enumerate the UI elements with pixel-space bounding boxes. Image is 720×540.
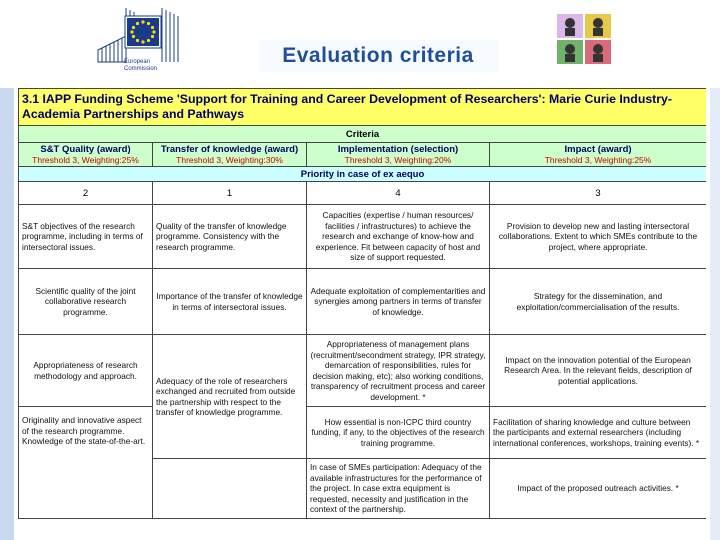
marie-curie-logo-icon bbox=[557, 14, 613, 66]
criterion-impact bbox=[490, 143, 707, 167]
criterion-name: S&T Quality (award) bbox=[40, 144, 131, 155]
priority-row bbox=[19, 182, 707, 205]
criterion-threshold: Threshold 3, Weighting:25% bbox=[544, 155, 652, 165]
priority-cell: 4 bbox=[307, 182, 490, 205]
table-row bbox=[19, 335, 707, 407]
priority-cell: 3 bbox=[490, 182, 707, 205]
table-row bbox=[19, 205, 707, 269]
criterion-threshold: Threshold 3, Weighting:25% bbox=[32, 155, 139, 165]
criterion-name: Transfer of knowledge (award) bbox=[160, 144, 299, 155]
table-cell: Appropriateness of management plans (recruitment/secondment strategy, IPR strategy, demarcation of responsibilities, rules for decision making, etc); also working conditions, transparency of recruitment process and career development. * bbox=[307, 335, 490, 407]
criterion-transfer-knowledge bbox=[153, 143, 307, 167]
table-cell: Importance of the transfer of knowledge in terms of intersectoral issues. bbox=[153, 269, 307, 335]
criterion-threshold: Threshold 3, Weighting:20% bbox=[344, 155, 452, 165]
right-decoration bbox=[710, 88, 720, 540]
criterion-name: Implementation (selection) bbox=[337, 144, 459, 155]
left-decoration bbox=[0, 88, 14, 540]
table-cell: Facilitation of sharing knowledge and culture between the participants and external researchers (including international conferences, workshops, training events). * bbox=[490, 407, 707, 459]
table-cell-merged: Originality and innovative aspect of the research programme. Knowledge of the state-of-the-art. bbox=[19, 407, 153, 519]
criteria-row bbox=[19, 143, 707, 167]
table-cell: Quality of the transfer of knowledge programme. Consistency with the research programme. bbox=[153, 205, 307, 269]
table-cell: How essential is non-ICPC third country funding, if any, to the objectives of the research training programme. bbox=[307, 407, 490, 459]
scheme-title: 3.1 IAPP Funding Scheme 'Support for Training and Career Development of Researchers': Marie Curie Industry-Academia Partnerships and Pathways bbox=[19, 89, 707, 126]
table-cell: S&T objectives of the research programme, including in terms of intersectoral issues. bbox=[19, 205, 153, 269]
table-cell: Appropriateness of research methodology and approach. bbox=[19, 335, 153, 407]
table-cell: Scientific quality of the joint collaborative research programme. bbox=[19, 269, 153, 335]
criterion-implementation bbox=[307, 143, 490, 167]
criterion-name: Impact (award) bbox=[564, 144, 632, 155]
page-title: Evaluation criteria bbox=[258, 40, 498, 72]
table-cell: Capacities (expertise / human resources/ facilities / infrastructures) to achieve the research and exchange of know-how and experience. Fit between capacity of host and size of support requested. bbox=[307, 205, 490, 269]
criterion-threshold: Threshold 3, Weighting:30% bbox=[176, 155, 283, 165]
criteria-table bbox=[18, 88, 706, 519]
table-row bbox=[19, 407, 707, 459]
table-row bbox=[19, 269, 707, 335]
table-cell: Impact of the proposed outreach activities. * bbox=[490, 459, 707, 519]
table-cell: Impact on the innovation potential of the European Research Area. In the relevant fields, description of potential applications. bbox=[490, 335, 707, 407]
priority-cell: 1 bbox=[153, 182, 307, 205]
ec-logo-line-1: European bbox=[124, 59, 151, 65]
table-cell: Adequate exploitation of complementarities and synergies among partners in terms of transfer of knowledge. bbox=[307, 269, 490, 335]
table-cell: Strategy for the dissemination, and exploitation/commercialisation of the results. bbox=[490, 269, 707, 335]
priority-header: Priority in case of ex aequo bbox=[19, 167, 707, 182]
ec-logo-line-2: Commission bbox=[124, 66, 158, 72]
criteria-header: Criteria bbox=[19, 126, 707, 143]
ec-logo-text bbox=[124, 59, 157, 73]
table-cell-merged: Adequacy of the role of researchers exchanged and recruited from outside the partnership with respect to the transfer of knowledge programme. bbox=[153, 335, 307, 459]
criterion-st-quality bbox=[19, 143, 153, 167]
criteria-table-container bbox=[18, 88, 706, 540]
slide-header bbox=[0, 0, 720, 88]
table-cell: In case of SMEs participation: Adequacy of the available infrastructures for the performance of the project. In case extra equipment is requested, necessity and justification in the context of the partnership. bbox=[307, 459, 490, 519]
priority-cell: 2 bbox=[19, 182, 153, 205]
table-cell: Provision to develop new and lasting intersectoral collaborations. Extent to which SMEs contribute to the project, where appropriate. bbox=[490, 205, 707, 269]
